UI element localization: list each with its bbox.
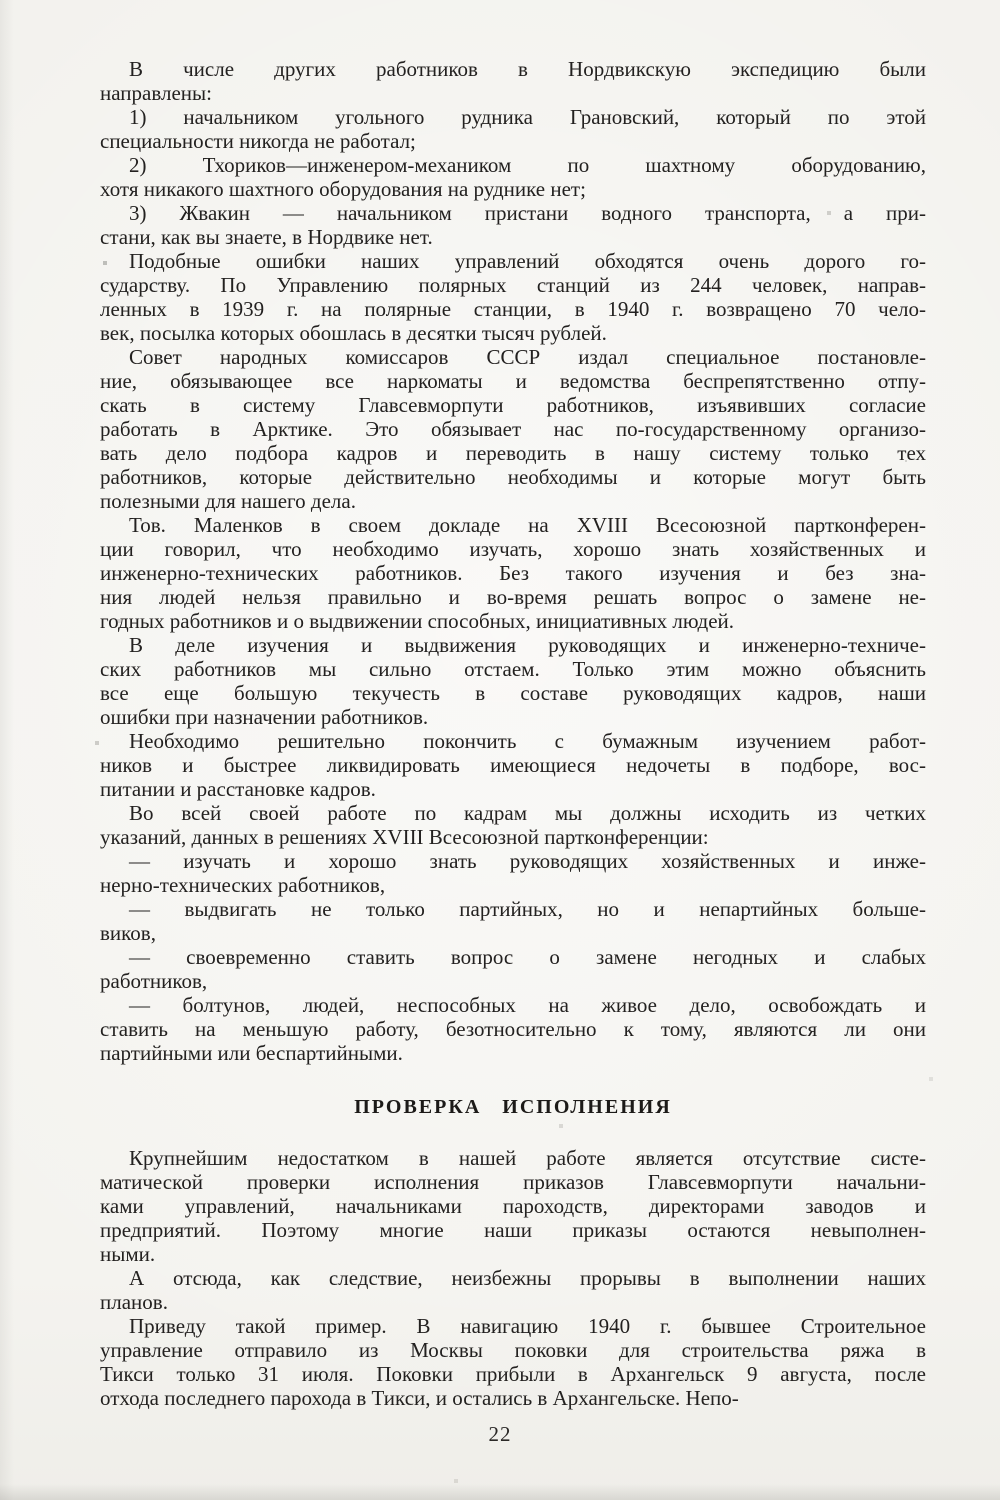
text-line: — своевременно ставить вопрос о замене негодных и слабых [129,945,926,969]
text-line: все еще большую текучесть в составе руководящих кадров, наши [100,681,926,705]
text-line: питании и расстановке кадров. [100,777,376,801]
text-line: отхода последнего парохода в Тикси, и остались в Архангельске. Непо- [100,1386,739,1410]
text-line: ными. [100,1242,156,1266]
text-line: направлены: [100,81,212,105]
paragraph [100,633,926,729]
text-line: хотя никакого шахтного оборудования на руднике нет; [100,177,586,201]
page-number: 22 [488,1422,512,1446]
text-line: вать дело подбора кадров и переводить в нашу систему только тех [100,441,926,465]
text-line: А отсюда, как следствие, неизбежны прорывы в выполнении наших [129,1266,926,1290]
text-line: работать в Арктике. Это обязывает нас по-государственному организо- [100,417,926,441]
text-line: годных работников и о выдвижении способных, инициативных людей. [100,609,734,633]
text-line: ошибки при назначении работников. [100,705,429,729]
text-block [100,57,926,1410]
paragraph [100,249,926,345]
text-line: — изучать и хорошо знать руководящих хозяйственных и инже- [129,849,926,873]
text-line: век, посылка которых обошлась в десятки тысяч рублей. [100,321,607,345]
paragraph [100,945,926,993]
section-heading: ПРОВЕРКА ИСПОЛНЕНИЯ [354,1096,672,1118]
scan-left-shading [0,0,14,1500]
text-line: ния людей нельзя правильно и во-время решать вопрос о замене не- [100,585,926,609]
text-line: ских работников мы сильно отстаем. Только этим можно объяснить [100,657,926,681]
text-line: работников, которые действительно необходимы и которые могут быть [100,465,926,489]
text-line: полезными для нашего дела. [100,489,356,513]
paragraph [100,849,926,897]
text-line: Приведу такой пример. В навигацию 1940 г. бывшее Строительное [129,1314,926,1338]
paragraph [100,1314,926,1410]
scan-edge-shading [0,1484,1000,1500]
text-line: стани, как вы знаете, в Нордвике нет. [100,225,433,249]
text-line: ников и быстрее ликвидировать имеющиеся недочеты в подборе, вос- [100,753,926,777]
text-line: матической проверки исполнения приказов Главсевморпути начальни- [100,1170,926,1194]
text-line: скать в систему Главсевморпути работников, изъявивших согласие [100,393,926,417]
paragraph [100,105,926,153]
text-line: В деле изучения и выдвижения руководящих и инженерно-техниче- [129,633,926,657]
text-line: Подобные ошибки наших управлений обходятся очень дорого го- [129,249,926,273]
text-line: Необходимо решительно покончить с бумажным изучением работ- [129,729,926,753]
text-line: инженерно-технических работников. Без такого изучения и без зна- [100,561,926,585]
paragraph [100,1146,926,1266]
paragraph [100,153,926,201]
text-line: работников, [100,969,208,993]
paragraph [100,729,926,801]
text-line: 2) Тхориков—инженером-механиком по шахтному оборудованию, [129,153,926,177]
text-line: ние, обязывающее все наркоматы и ведомства беспрепятственно отпу- [100,369,926,393]
text-line: сударству. По Управлению полярных станций из 244 человек, направ- [100,273,926,297]
paragraph [100,897,926,945]
text-line: — выдвигать не только партийных, но и непартийных больше- [129,897,926,921]
text-line: ции говорил, что необходимо изучать, хорошо знать хозяйственных и [100,537,926,561]
text-line: указаний, данных в решениях XVIII Всесоюзной партконференции: [100,825,709,849]
scan-specks [0,0,2,2]
text-line: нерно-технических работников, [100,873,386,897]
paragraph [100,201,926,249]
text-line: В числе других работников в Нордвикскую экспедицию были [129,57,926,81]
text-line: Тов. Маленков в своем докладе на XVIII Всесоюзной партконферен- [129,513,926,537]
text-line: специальности никогда не работал; [100,129,416,153]
text-line: 1) начальником угольного рудника Грановский, который по этой [129,105,926,129]
text-line: ленных в 1939 г. на полярные станции, в 1940 г. возвращено 70 чело- [100,297,926,321]
paragraph [100,57,926,105]
text-line: — болтунов, людей, неспособных на живое дело, освобождать и [129,993,926,1017]
text-line: Тикси только 31 июля. Поковки прибыли в Архангельск 9 августа, после [100,1362,926,1386]
text-line: предприятий. Поэтому многие наши приказы остаются невыполнен- [100,1218,926,1242]
text-line: планов. [100,1290,168,1314]
paragraph [100,345,926,513]
text-line: ставить на меньшую работу, безотносительно к тому, являются ли они [100,1017,926,1041]
text-line: Во всей своей работе по кадрам мы должны исходить из четких [129,801,926,825]
paragraph [100,513,926,633]
paragraph [100,1266,926,1314]
text-line: виков, [100,921,156,945]
paragraph [100,801,926,849]
text-line: Совет народных комиссаров СССР издал специальное постановле- [129,345,926,369]
text-line: Крупнейшим недостатком в нашей работе является отсутствие систе- [129,1146,926,1170]
text-line: управление отправило из Москвы поковки для строительства ряжа в [100,1338,926,1362]
text-line: партийными или беспартийными. [100,1041,403,1065]
paragraph [100,993,926,1065]
text-line: 3) Жвакин — начальником пристани водного транспорта, а при- [129,201,926,225]
text-line: ками управлений, начальниками пароходств, директорами заводов и [100,1194,926,1218]
